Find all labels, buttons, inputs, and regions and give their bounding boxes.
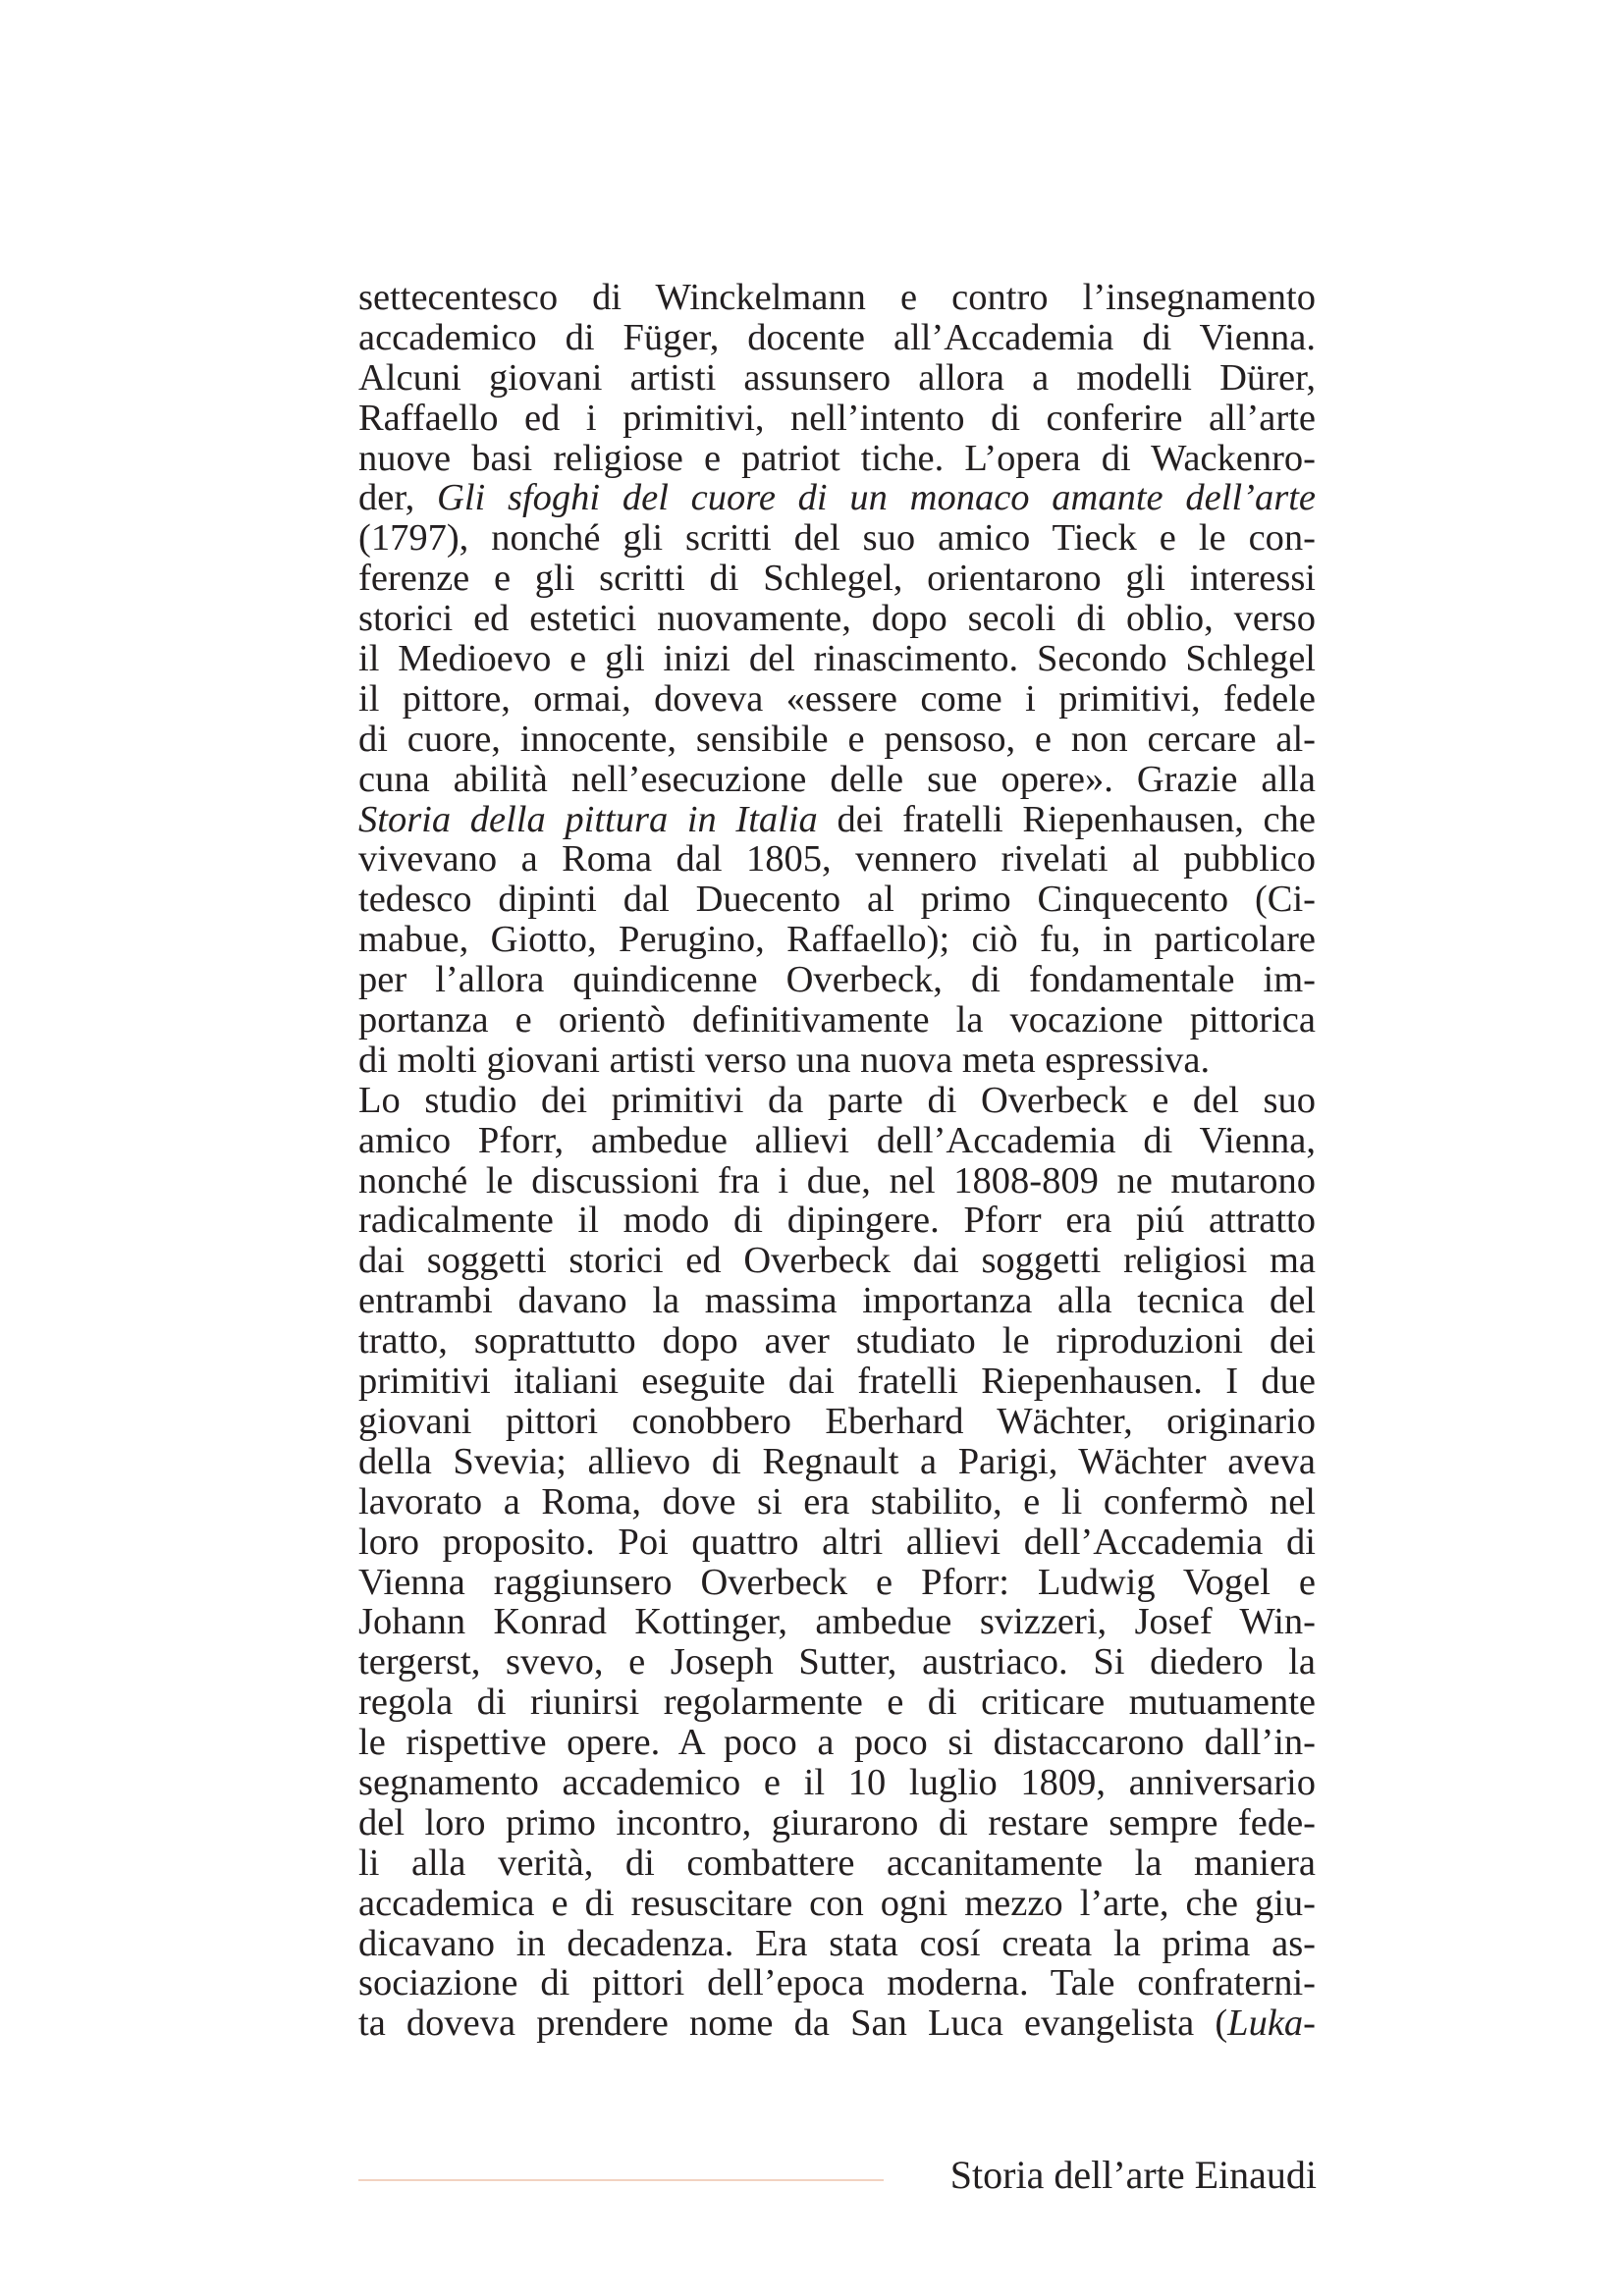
text-line: [358, 1563, 1316, 1603]
text-span: tedesco dipinti dal Duecento al primo Cinquecento (Ci-: [358, 879, 1316, 921]
text-span: della Svevia; allievo di Regnault a Parigi, Wächter aveva: [358, 1440, 1316, 1482]
text-span: lavorato a Roma, dove si era stabilito, e li confermò nel: [358, 1480, 1316, 1522]
text-span: dai soggetti storici ed Overbeck dai soggetti religiosi ma: [358, 1240, 1316, 1282]
text-span: ta doveva prendere nome da San Luca evangelista (: [358, 2002, 1228, 2045]
text-span: dicavano in decadenza. Era stata cosí creata la prima as-: [358, 1922, 1316, 1964]
text-span: segnamento accademico e il 10 luglio 1809, anniversario: [358, 1761, 1316, 1803]
text-line: [358, 1963, 1316, 2003]
text-span: tergerst, svevo, e Joseph Sutter, austriaco. Si diedero la: [358, 1641, 1316, 1683]
text-span: vivevano a Roma dal 1805, vennero rivelati al pubblico: [358, 838, 1316, 881]
text-line: [358, 478, 1316, 518]
text-span: per l’allora quindicenne Overbeck, di fondamentale im-: [358, 959, 1316, 1001]
text-line: [358, 2003, 1316, 2044]
text-line: [358, 800, 1316, 840]
text-line: [358, 1000, 1316, 1041]
text-span: sociazione di pittori dell’epoca moderna. Tale confraterni-: [358, 1962, 1316, 2004]
text-span: amico Pforr, ambedue allievi dell’Accademia di Vienna,: [358, 1119, 1316, 1161]
text-line: [358, 559, 1316, 599]
text-line: [358, 518, 1316, 559]
text-line: [358, 439, 1316, 479]
text-line: [358, 278, 1316, 318]
text-span: Raffaello ed i primitivi, nell’intento di conferire all’arte: [358, 397, 1316, 439]
text-span: dei fratelli Riepenhausen, che: [817, 798, 1316, 840]
text-line: [358, 399, 1316, 439]
text-span: Johann Konrad Kottinger, ambedue svizzeri, Josef Win-: [358, 1601, 1316, 1643]
text-span: Vienna raggiunsero Overbeck e Pforr: Ludwig Vogel e: [358, 1561, 1316, 1603]
text-span: le rispettive opere. A poco a poco si distaccarono dall’in-: [358, 1722, 1316, 1764]
text-span: Alcuni giovani artisti assunsero allora a modelli Dürer,: [358, 356, 1316, 399]
text-line: [358, 1241, 1316, 1281]
text-line: [358, 880, 1316, 920]
text-line: [358, 839, 1316, 880]
text-span: der,: [358, 477, 438, 519]
text-span: storici ed estetici nuovamente, dopo secoli di oblio, verso: [358, 598, 1316, 640]
text-line: [358, 1081, 1316, 1121]
text-line: [358, 1402, 1316, 1442]
text-span: nonché le discussioni fra i due, nel 1808-809 ne mutarono: [358, 1159, 1316, 1201]
text-line: [358, 1843, 1316, 1884]
text-line: [358, 1362, 1316, 1402]
text-line: [358, 679, 1316, 720]
text-line: [358, 960, 1316, 1000]
italic-title-span: Gli sfoghi del cuore di un monaco amante dell’arte: [437, 477, 1316, 519]
text-line: [358, 1482, 1316, 1522]
text-span: portanza e orientò definitivamente la vocazione pittorica: [358, 999, 1316, 1041]
text-span: nuove basi religiose e patriot tiche. L’opera di Wackenro-: [358, 437, 1316, 479]
text-line: [358, 1884, 1316, 1924]
text-line: [358, 1763, 1316, 1803]
text-span: ferenze e gli scritti di Schlegel, orientarono gli interessi: [358, 558, 1316, 600]
text-line: [358, 720, 1316, 760]
text-span: di molti giovani artisti verso una nuova meta espressiva.: [358, 1039, 1211, 1081]
text-span: il pittore, ormai, doveva «essere come i primitivi, fedele: [358, 677, 1316, 720]
text-span: il Medioevo e gli inizi del rinascimento. Secondo Schlegel: [358, 638, 1316, 680]
italic-title-span: Luka-: [1227, 2002, 1316, 2045]
body-text: [358, 278, 1316, 2044]
text-span: mabue, Giotto, Perugino, Raffaello); ciò fu, in particolare: [358, 919, 1316, 961]
text-line: [358, 318, 1316, 358]
text-span: Lo studio dei primitivi da parte di Overbeck e del suo: [358, 1079, 1316, 1121]
italic-title-span: Storia della pittura in Italia: [358, 798, 818, 840]
text-span: primitivi italiani eseguite dai fratelli Riepenhausen. I due: [358, 1361, 1316, 1403]
text-line: [358, 1924, 1316, 1964]
text-line: [358, 1041, 1316, 1081]
text-line: [358, 1522, 1316, 1563]
text-line: [358, 1602, 1316, 1642]
text-line: [358, 1642, 1316, 1682]
text-line: [358, 1201, 1316, 1241]
text-span: del loro primo incontro, giurarono di restare sempre fede-: [358, 1801, 1316, 1843]
text-span: settecentesco di Winckelmann e contro l’insegnamento: [358, 277, 1316, 318]
text-line: [358, 639, 1316, 679]
text-span: di cuore, innocente, sensibile e pensoso, e non cercare al-: [358, 718, 1316, 760]
text-line: [358, 1321, 1316, 1362]
footer-rule: [358, 2179, 884, 2181]
text-line: [358, 1803, 1316, 1843]
text-line: [358, 1442, 1316, 1482]
text-line: [358, 760, 1316, 800]
text-line: [358, 1281, 1316, 1321]
text-span: li alla verità, di combattere accanitamente la maniera: [358, 1842, 1316, 1884]
text-span: loro proposito. Poi quattro altri allievi dell’Accademia di: [358, 1521, 1316, 1563]
text-span: accademica e di resuscitare con ogni mezzo l’arte, che giu-: [358, 1882, 1316, 1924]
text-span: giovani pittori conobbero Eberhard Wächter, originario: [358, 1400, 1316, 1442]
text-line: [358, 1723, 1316, 1763]
text-span: radicalmente il modo di dipingere. Pforr era piú attratto: [358, 1200, 1316, 1242]
text-line: [358, 599, 1316, 639]
text-line: [358, 1161, 1316, 1201]
footer-publication-title: Storia dell’arte Einaudi: [949, 2153, 1317, 2197]
text-line: [358, 1682, 1316, 1723]
text-span: (1797), nonché gli scritti del suo amico Tieck e le con-: [358, 517, 1316, 560]
text-span: entrambi davano la massima importanza alla tecnica del: [358, 1280, 1316, 1322]
text-span: regola di riunirsi regolarmente e di criticare mutuamente: [358, 1682, 1316, 1724]
text-span: tratto, soprattutto dopo aver studiato le riproduzioni dei: [358, 1320, 1316, 1362]
text-span: accademico di Füger, docente all’Accademia di Vienna.: [358, 316, 1316, 358]
text-line: [358, 358, 1316, 399]
text-span: cuna abilità nell’esecuzione delle sue opere». Grazie alla: [358, 758, 1316, 800]
text-line: [358, 1121, 1316, 1161]
text-line: [358, 920, 1316, 960]
